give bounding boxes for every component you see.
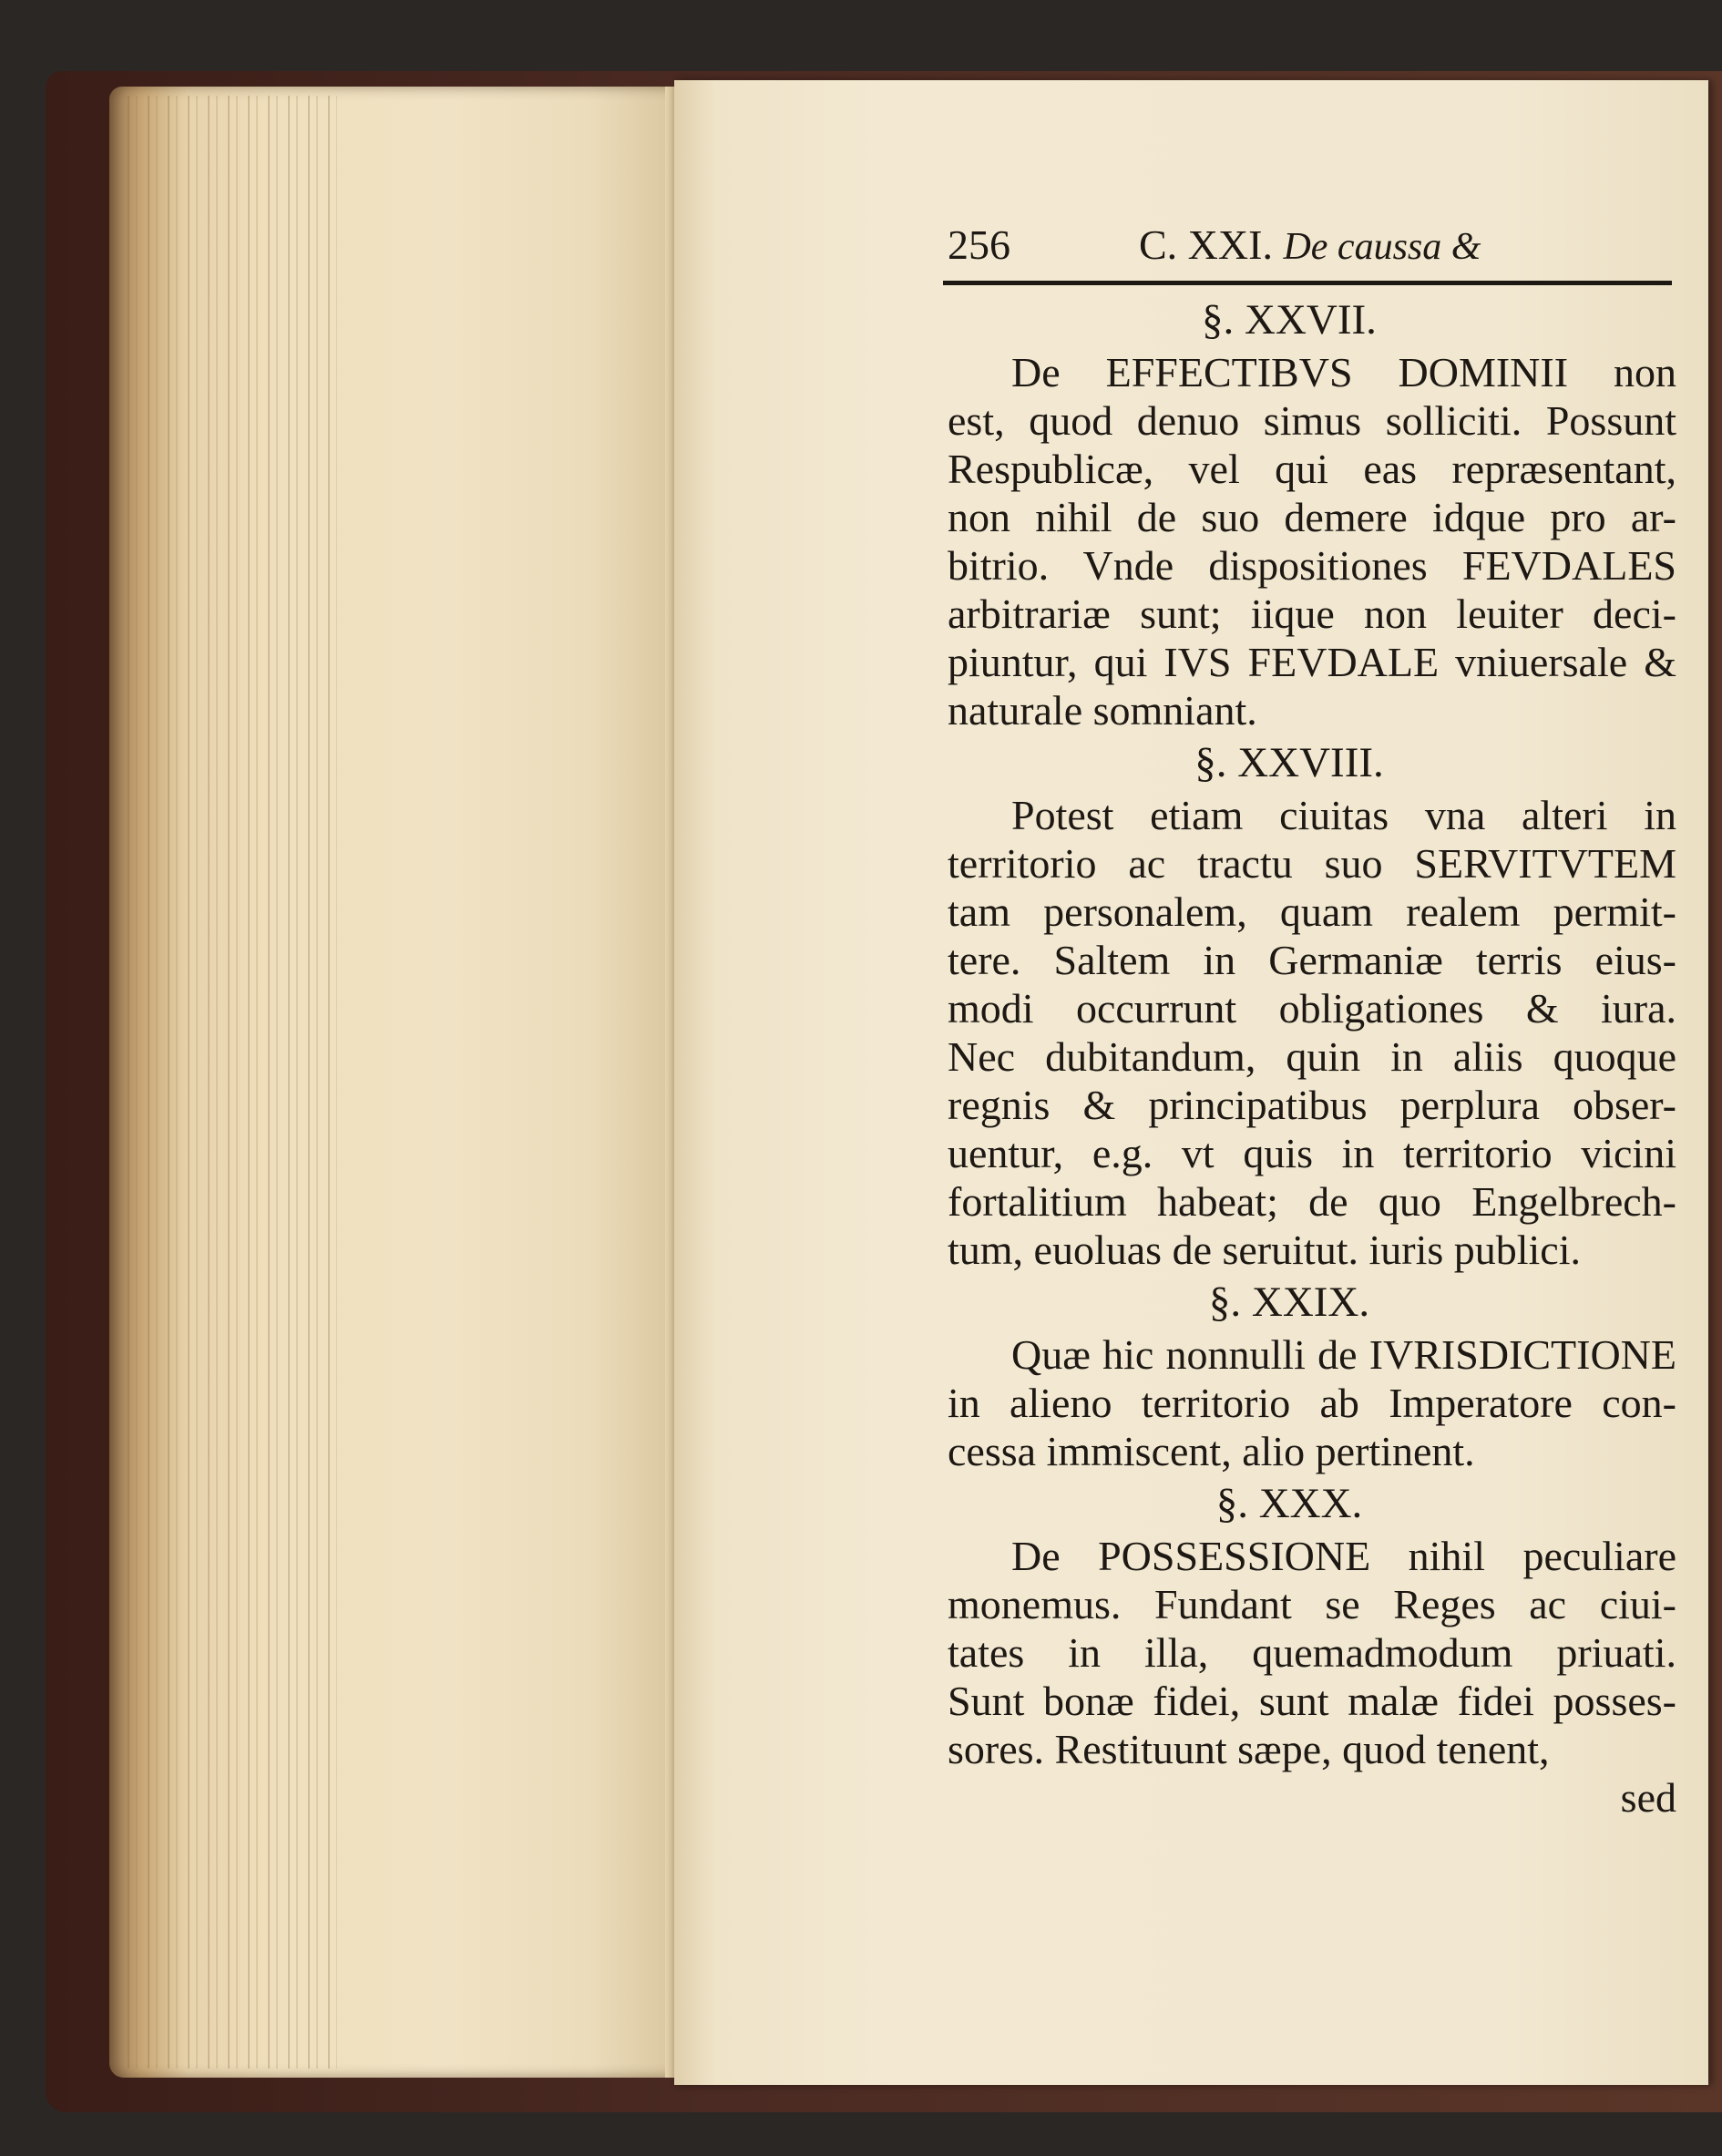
text-line: De POSSESSIONE nihil peculiare: [1011, 1533, 1676, 1579]
text-line: territorio ac tractu suo SERVITVTEM: [948, 840, 1676, 887]
text-line: naturale somniant.: [948, 687, 1257, 734]
text-line: non nihil de suo demere idque pro ar-: [948, 494, 1676, 540]
text-line: piuntur, qui IVS FEVDALE vniuersale &: [948, 639, 1676, 685]
running-title-italic: De caussa &: [1283, 226, 1481, 268]
section-heading: §. XXIX.: [1208, 1278, 1370, 1326]
page-text: [948, 219, 1704, 1822]
text-line: Sunt bonæ fidei, sunt malæ fidei posses-: [948, 1678, 1676, 1724]
text-line: sores. Restituunt sæpe, quod tenent,: [948, 1726, 1550, 1772]
text-line: cessa immiscent, alio pertinent.: [948, 1428, 1475, 1474]
text-line: De EFFECTIBVS DOMINII non: [1011, 349, 1676, 395]
running-title: C. XXI. De caussa &: [1139, 221, 1481, 268]
header-rule: [943, 281, 1672, 285]
section-heading: §. XXVII.: [1202, 296, 1377, 344]
page-number: 256: [948, 221, 1010, 268]
text-line: tam personalem, quam realem permit-: [948, 888, 1676, 935]
running-header: [948, 219, 1704, 292]
section-heading: §. XXX.: [1215, 1480, 1363, 1527]
text-line: tum, euoluas de seruitut. iuris publici.: [948, 1227, 1582, 1273]
text-line: Quæ hic nonnulli de IVRISDICTIONE: [1011, 1331, 1676, 1378]
catchword: sed: [1620, 1774, 1676, 1821]
text-line: uentur, e.g. vt quis in territorio vicini: [948, 1130, 1676, 1176]
text-line: arbitrariæ sunt; iique non leuiter deci-: [948, 590, 1676, 637]
text-line: monemus. Fundant se Reges ac ciui-: [948, 1581, 1676, 1627]
text-line: modi occurrunt obligationes & iura.: [948, 985, 1676, 1032]
text-line: Nec dubitandum, quin in aliis quoque: [948, 1033, 1676, 1080]
text-line: in alieno territorio ab Imperatore con-: [948, 1380, 1676, 1426]
text-line: Potest etiam ciuitas vna alteri in: [1011, 792, 1676, 838]
text-line: tere. Saltem in Germaniæ terris eius-: [948, 937, 1676, 983]
text-line: regnis & principatibus perplura obser-: [948, 1082, 1676, 1128]
text-line: Respublicæ, vel qui eas repræsentant,: [948, 446, 1676, 492]
sections-container: [948, 292, 1704, 1773]
text-line: est, quod denuo simus solliciti. Possunt: [948, 397, 1676, 444]
text-line: tates in illa, quemadmodum priuati.: [948, 1629, 1676, 1676]
text-line: fortalitium habeat; de quo Engelbrech-: [948, 1178, 1676, 1225]
text-line: bitrio. Vnde dispositiones FEVDALES: [948, 542, 1676, 589]
page-edges: [109, 87, 674, 2078]
section-heading: §. XXVIII.: [1194, 739, 1384, 786]
